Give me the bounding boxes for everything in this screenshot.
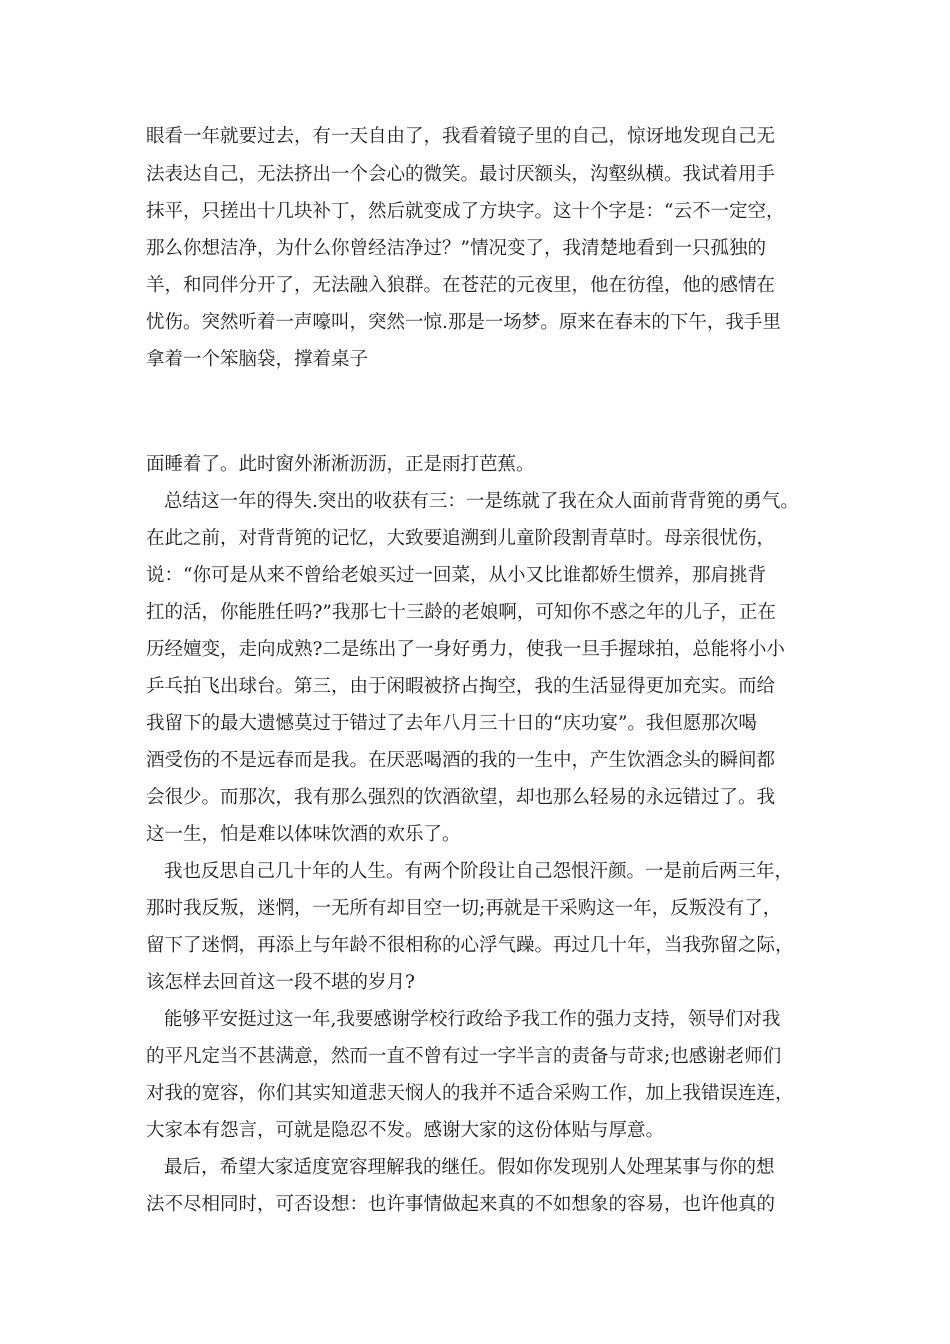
text-line: 抹平，只搓出十几块补丁，然后就变成了方块字。这十个字是：“云不一定空，: [146, 201, 785, 222]
text-line: 那么你想洁净，为什么你曾经洁净过？”情况变了，我清楚地看到一只孤独的: [146, 238, 766, 259]
text-line: 对我的宽容，你们其实知道悲天悯人的我并不适合采购工作，加上我错误连连，: [146, 1083, 794, 1104]
text-line: 我留下的最大遗憾莫过于错过了去年八月三十日的“庆功宴”。我但愿那次喝: [146, 713, 757, 734]
text-line: 大家本有怨言，可就是隐忍不发。感谢大家的这份体贴与厚意。: [146, 1120, 665, 1141]
text-line: 眼看一年就要过去，有一天自由了，我看着镜子里的自己，惊讶地发现自己无: [146, 126, 776, 147]
text-line: 的平凡定当不甚满意，然而一直不曾有过一字半言的责备与苛求;也感谢老师们: [146, 1046, 782, 1067]
text-line: 扛的活，你能胜任吗?”我那七十三龄的老娘啊，可知你不惑之年的儿子，正在: [146, 602, 776, 623]
text-line: 该怎样去回首这一段不堪的岁月?: [146, 972, 415, 993]
text-line: 乒乓拍飞出球台。第三，由于闲暇被挤占掏空，我的生活显得更加充实。而给: [146, 676, 776, 697]
text-line: 能够平安挺过这一年,我要感谢学校行政给予我工作的强力支持，领导们对我: [164, 1009, 781, 1030]
text-line: 这一生，怕是难以体味饮酒的欢乐了。: [146, 824, 461, 845]
text-line: 法不尽相同时，可否设想：也许事情做起来真的不如想象的容易，也许他真的: [146, 1194, 776, 1215]
text-line: 忧伤。突然听着一声嚎叫，突然一惊.那是一场梦。原来在春末的下午，我手里: [146, 312, 781, 333]
text-line: 最后，希望大家适度宽容理解我的继任。假如你发现别人处理某事与你的想: [164, 1157, 775, 1178]
text-line: 拿着一个笨脑袋，撑着桌子: [146, 349, 369, 370]
text-line: 我也反思自己几十年的人生。有两个阶段让自己怨恨汗颜。一是前后两三年，: [164, 861, 794, 882]
text-line: 酒受伤的不是远春而是我。在厌恶喝酒的我的一生中，产生饮酒念头的瞬间都: [146, 750, 776, 771]
text-line: 法表达自己，无法挤出一个会心的微笑。最讨厌额头，沟壑纵横。我试着用手: [146, 164, 776, 185]
text-line: 那时我反叛，迷惘，一无所有却目空一切;再就是干采购这一年，反叛没有了，: [146, 898, 782, 919]
text-line: 说：“你可是从来不曾给老娘买过一回菜，从小又比谁都娇生惯养，那肩挑背: [146, 565, 766, 586]
text-line: 历经嬗变，走向成熟?二是练出了一身好勇力，使我一旦手握球拍，总能将小小: [146, 639, 785, 660]
text-line: 会很少。而那次，我有那么强烈的饮酒欲望，却也那么轻易的永远错过了。我: [146, 787, 776, 808]
text-line: 总结这一年的得失.突出的收获有三：一是练就了我在众人面前背背篼的勇气。: [164, 491, 799, 512]
text-line: 在此之前，对背背篼的记忆，大致要追溯到儿童阶段割青草时。母亲很忧伤，: [146, 528, 776, 549]
text-line: 面睡着了。此时窗外淅淅沥沥，正是雨打芭蕉。: [146, 454, 535, 475]
text-line: 羊，和同伴分开了，无法融入狼群。在苍茫的元夜里，他在彷徨，他的感情在: [146, 275, 776, 296]
text-line: 留下了迷惘，再添上与年龄不很相称的心浮气躁。再过几十年，当我弥留之际，: [146, 935, 794, 956]
